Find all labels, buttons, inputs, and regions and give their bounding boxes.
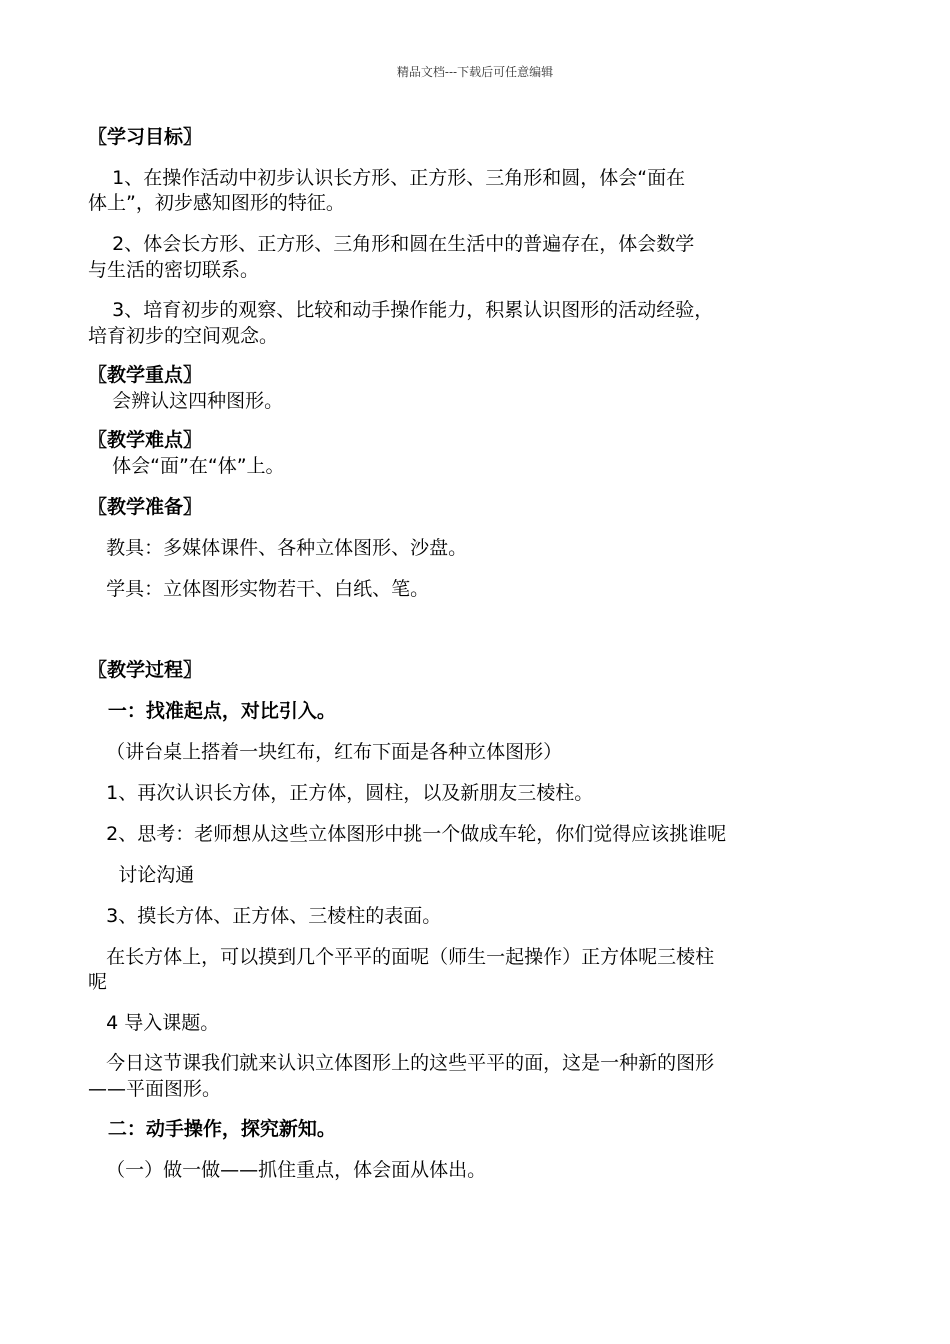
process-heading: 〖教学过程〗: [88, 659, 203, 681]
objectives-heading: 〖学习目标〗: [88, 126, 203, 148]
step-3-question-line-2: 呢: [88, 971, 108, 993]
preparation-heading: 〖教学准备〗: [88, 496, 203, 518]
intro-line-1: 今日这节课我们就来认识立体图形上的这些平平的面，这是一种新的图形: [88, 1052, 715, 1074]
step-2-discuss: 讨论沟通: [88, 864, 195, 886]
objective-2-line-2: 与生活的密切联系。: [88, 259, 260, 281]
teacher-materials: 教具：多媒体课件、各种立体图形、沙盘。: [88, 537, 468, 559]
step-3: 3、摸长方体、正方体、三棱柱的表面。: [88, 905, 442, 927]
key-point-heading: 〖教学重点〗: [88, 364, 203, 386]
objective-3-line-2: 培育初步的空间观念。: [88, 325, 279, 347]
part-1-note: （讲台桌上搭着一块红布，红布下面是各种立体图形）: [88, 741, 563, 763]
difficulty-text: 体会“面”在“体”上。: [88, 455, 285, 477]
objective-3-line-1: 3、培育初步的观察、比较和动手操作能力，积累认识图形的活动经验，: [88, 299, 714, 321]
part-2-title: 二：动手操作，探究新知。: [88, 1118, 336, 1140]
objective-1-line-1: 1、在操作活动中初步认识长方形、正方形、三角形和圆，体会“面在: [88, 167, 686, 189]
objective-2-line-1: 2、体会长方形、正方形、三角形和圆在生活中的普遍存在，体会数学: [88, 233, 695, 255]
intro-line-2: ——平面图形。: [88, 1078, 222, 1100]
part-1-title: 一：找准起点，对比引入。: [88, 700, 336, 722]
step-4: 4 导入课题。: [88, 1012, 220, 1034]
step-2: 2、思考：老师想从这些立体图形中挑一个做成车轮，你们觉得应该挑谁呢: [88, 823, 727, 845]
page-header: 精品文档---下载后可任意编辑: [396, 65, 554, 79]
difficulty-heading: 〖教学难点〗: [88, 429, 203, 451]
objective-1-line-2: 体上”，初步感知图形的特征。: [88, 192, 345, 214]
part-2-subsection: （一）做一做——抓住重点，体会面从体出。: [88, 1159, 487, 1181]
key-point-text: 会辨认这四种图形。: [88, 390, 284, 412]
step-1: 1、再次认识长方体，正方体，圆柱，以及新朋友三棱柱。: [88, 782, 594, 804]
student-materials: 学具：立体图形实物若干、白纸、笔。: [88, 578, 430, 600]
step-3-question-line-1: 在长方体上，可以摸到几个平平的面呢（师生一起操作）正方体呢三棱柱: [88, 946, 715, 968]
